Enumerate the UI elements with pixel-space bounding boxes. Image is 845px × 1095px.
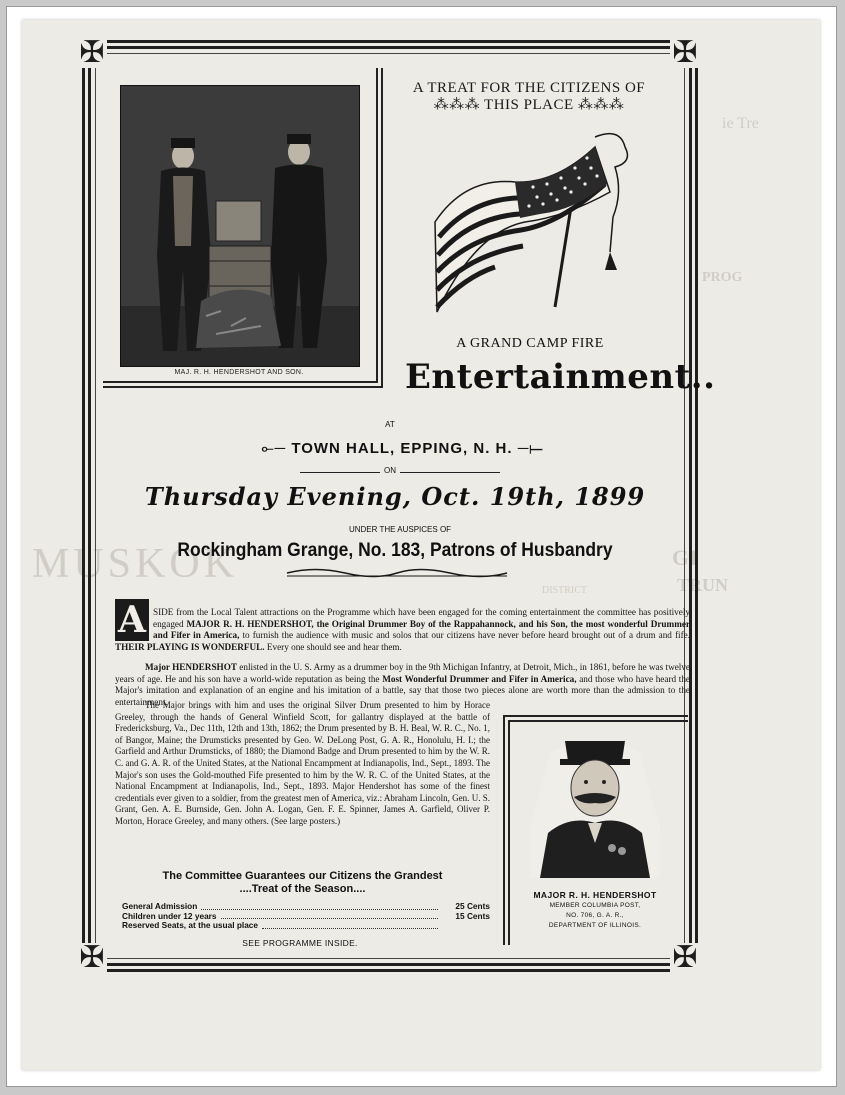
- bleed-text: PROG: [702, 270, 743, 285]
- price-amount: 25 Cents: [455, 901, 490, 911]
- price-amount: 15 Cents: [455, 910, 490, 921]
- dot-leader: [262, 921, 438, 929]
- event-date: Thursday Evening, Oct. 19th, 1899: [144, 482, 646, 511]
- price-row: [122, 921, 490, 931]
- dot-leader: [221, 912, 438, 920]
- grange-name: Rockingham Grange, No. 183, Patrons of Husbandry: [177, 540, 613, 561]
- body-bold-text: Major HENDERSHOT: [145, 662, 237, 673]
- bleed-text: GI: [672, 545, 698, 570]
- portrait-caption: [515, 890, 675, 931]
- flourish-ornament-icon: [285, 566, 510, 580]
- price-label: Children under 12 years: [122, 910, 217, 921]
- body-bold-text: Most Wonderful Drummer and Fifer in America,: [382, 673, 577, 684]
- body-text: SIDE from the Local Talent attractions on the Programme which have been engaged for the coming entertainment the committee has positively engaged: [153, 607, 690, 629]
- corner-ornament-icon: ✠: [670, 38, 700, 68]
- on-text: ON: [380, 466, 400, 475]
- corner-ornament-icon: ✠: [77, 943, 107, 973]
- arrow-ornament-icon: ─⟝: [517, 440, 544, 457]
- photo-illustration-icon: [121, 86, 359, 366]
- corner-ornament-icon: ✠: [670, 943, 700, 973]
- price-label: Reserved Seats, at the usual place: [122, 920, 259, 930]
- body-paragraph-3-box: [115, 700, 490, 828]
- bleed-text: MUSKOK: [32, 541, 239, 587]
- arrow-ornament-icon: ⟜─: [261, 440, 287, 457]
- venue-line: [210, 440, 595, 457]
- body-paragraph-1: [115, 607, 690, 653]
- photo-caption: MAJ. R. H. HENDERSHOT AND SON.: [174, 369, 304, 376]
- treat-line-1: A TREAT FOR THE CITIZENS OF: [412, 80, 646, 96]
- corner-ornament-icon: ✠: [77, 38, 107, 68]
- on-label: [355, 466, 425, 475]
- portrait-line-1: MEMBER COLUMBIA POST,: [549, 902, 641, 909]
- body-text: and those who have heard the Major's imitation and explanation of an engine and his imitation of a battle, say that those two pieces alone are worth more than the admission to the entertainment.: [115, 673, 691, 707]
- portrait-line-2: NO. 706, G. A. R.,: [566, 912, 624, 919]
- body-bold-text: THEIR PLAYING IS WONDERFUL.: [115, 641, 265, 652]
- price-label: General Admission: [122, 901, 198, 911]
- dot-leader: [201, 902, 438, 910]
- dropcap-letter: A: [115, 599, 149, 641]
- entertainment-title: Entertainment..: [405, 357, 716, 397]
- body-text: to furnish the audience with music and solos that our citizens have never before heard brought out of a drum and fife.: [239, 630, 691, 641]
- guarantee-heading: [115, 870, 490, 896]
- american-flag-icon: [425, 122, 635, 322]
- bleed-text: TRUN: [677, 575, 729, 595]
- venue-text: TOWN HALL, EPPING, N. H.: [291, 440, 513, 457]
- body-text: enlisted in the U. S. Army as a drummer boy in the 9th Michigan Infantry, at Detroit, Mich., in 1861, before he was twelve years of age. He and his son have a world-wide reputation as being the: [115, 662, 691, 684]
- bleed-text: ie Tre: [722, 115, 759, 132]
- hendershot-and-son-photo: [120, 85, 360, 367]
- treat-line-2: ⁂⁂⁂ THIS PLACE ⁂⁂⁂: [433, 97, 625, 113]
- body-text: Every one should see and hear them.: [264, 641, 402, 652]
- treat-heading: [395, 80, 663, 114]
- body-paragraph-3: The Major brings with him and uses the original Silver Drum presented to him by Horace Greeley, through the hands of General Winfield Scott, for gallantry displayed at the battle of Fredericksburg, Va., Dec 11th, 12th and 13th, 1862; the Drum presented by B. H. Beal, W. R. C., No. 1, of Bangor, Maine; the Drumsticks presented by Geo. W. DeLong Post, G. A. R., Honolulu, H. I.; the Garfield and Arthur Drumsticks, of 1880; the Diamond Badge and Drum presented to him by the W. R. C. and G. A. R. of the United States, at the National Encampment at Indianapolis, Ind., Sept., 1893. The Major's son uses the Gold-mouthed Fife presented to him by the W. R. C. of the United States, at the National Encampment at Indianapolis, Ind., Sept., 1893. Major Hendershot has some of the finest credentials ever given to a soldier, from the greatest men of America, viz.: Abraham Lincoln, Gen. U. S. Grant, Gen. A. E. Burnside, Gen. John A. Logan, Gen. F. E. Spinner, James A. Garfield, Oliver P. Morton, Horace Greeley, and many others. (See large posters.): [115, 700, 490, 826]
- grand-camp-fire-heading: A GRAND CAMP FIRE: [456, 336, 604, 351]
- admission-prices: [122, 902, 490, 931]
- portrait-line-3: DEPARTMENT OF ILLINOIS.: [548, 922, 642, 929]
- guarantee-line-1: The Committee Guarantees our Citizens the Grandest: [162, 870, 443, 882]
- hendershot-portrait: [530, 733, 660, 878]
- bleed-text: DISTRICT: [542, 585, 587, 596]
- body-bold-text: MAJOR R. H. HENDERSHOT, the Original Drummer Boy of the Rappahannock, and his Son, the most wonderful Drummer and Fifer in America,: [153, 618, 690, 641]
- auspices-label: UNDER THE AUSPICES OF: [348, 525, 452, 534]
- portrait-name: MAJOR R. H. HENDERSHOT: [533, 890, 657, 900]
- see-programme-note: SEE PROGRAMME INSIDE.: [242, 938, 358, 948]
- at-label: AT: [385, 420, 395, 429]
- guarantee-line-2: ....Treat of the Season....: [239, 883, 366, 895]
